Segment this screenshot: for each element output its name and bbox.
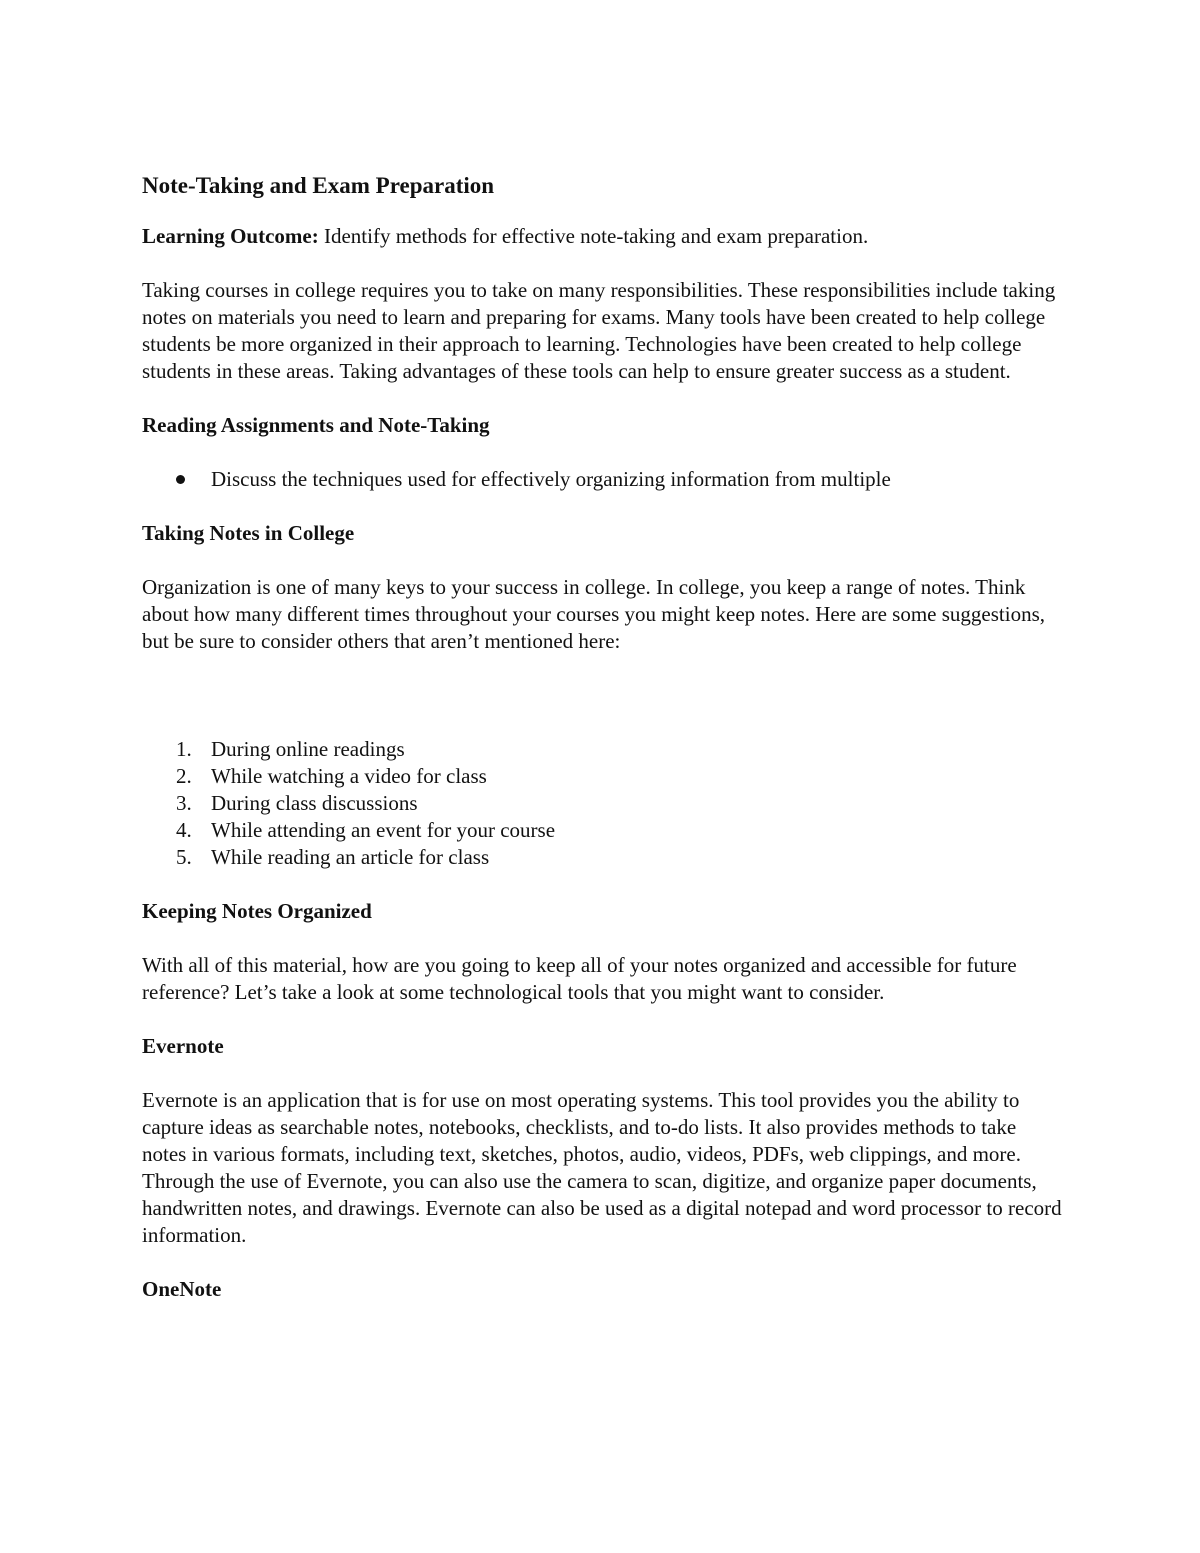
list-number: 3. bbox=[176, 791, 192, 815]
taking-notes-paragraph: Organization is one of many keys to your success in college. In college, you keep a range of notes. Think about how many different times throughout your courses you might keep notes. Here are some suggestions, but be sure to consider others that aren’t mentioned here: bbox=[142, 575, 1046, 653]
heading-taking-notes: Taking Notes in College bbox=[142, 521, 355, 545]
heading-onenote: OneNote bbox=[142, 1277, 222, 1301]
evernote-paragraph: Evernote is an application that is for use on most operating systems. This tool provides you the ability to capture ideas as searchable notes, notebooks, checklists, and to-do lists. It also provides methods to take notes in various formats, including text, sketches, photos, audio, videos, PDFs, web clippings, and more. Through the use of Evernote, you can also use the camera to scan, digitize, and organize paper documents, handwritten notes, and drawings. Evernote can also be used as a digital notepad and word processor to record information. bbox=[142, 1088, 1062, 1247]
list-item bbox=[142, 763, 1062, 790]
learning-outcome bbox=[142, 223, 1062, 250]
list-number: 1. bbox=[176, 737, 192, 761]
list-item-text: While attending an event for your course bbox=[211, 818, 556, 842]
organized-paragraph: With all of this material, how are you going to keep all of your notes organized and accessible for future reference? Let’s take a look at some technological tools that you might want to consider. bbox=[142, 953, 1017, 1004]
page-title: Note-Taking and Exam Preparation bbox=[142, 173, 495, 198]
list-item bbox=[142, 466, 1062, 493]
blank-space bbox=[142, 682, 1062, 736]
learning-outcome-text: Identify methods for effective note-taking and exam preparation. bbox=[318, 224, 869, 248]
heading-evernote: Evernote bbox=[142, 1034, 224, 1058]
learning-outcome-label: Learning Outcome: bbox=[142, 224, 319, 248]
note-occasions-list bbox=[142, 736, 1062, 871]
list-number: 4. bbox=[176, 818, 192, 842]
list-number: 2. bbox=[176, 764, 192, 788]
heading-keeping-notes-organized: Keeping Notes Organized bbox=[142, 899, 372, 923]
bullet-text: Discuss the techniques used for effectively organizing information from multiple bbox=[211, 467, 891, 491]
document-page bbox=[142, 168, 1062, 1330]
list-item-text: During class discussions bbox=[211, 791, 418, 815]
list-item bbox=[142, 844, 1062, 871]
bullet-icon bbox=[176, 475, 185, 484]
list-item bbox=[142, 817, 1062, 844]
reading-bullet-list bbox=[142, 466, 1062, 493]
intro-paragraph: Taking courses in college requires you to take on many responsibilities. These responsibilities include taking notes on materials you need to learn and preparing for exams. Many tools have been created to help college students be more organized in their approach to learning. Technologies have been created to help college students in these areas. Taking advantages of these tools can help to ensure greater success as a student. bbox=[142, 278, 1056, 383]
list-number: 5. bbox=[176, 845, 192, 869]
list-item-text: While watching a video for class bbox=[211, 764, 487, 788]
list-item bbox=[142, 736, 1062, 763]
heading-reading-assignments: Reading Assignments and Note-Taking bbox=[142, 413, 490, 437]
list-item-text: While reading an article for class bbox=[211, 845, 490, 869]
list-item bbox=[142, 790, 1062, 817]
list-item-text: During online readings bbox=[211, 737, 405, 761]
